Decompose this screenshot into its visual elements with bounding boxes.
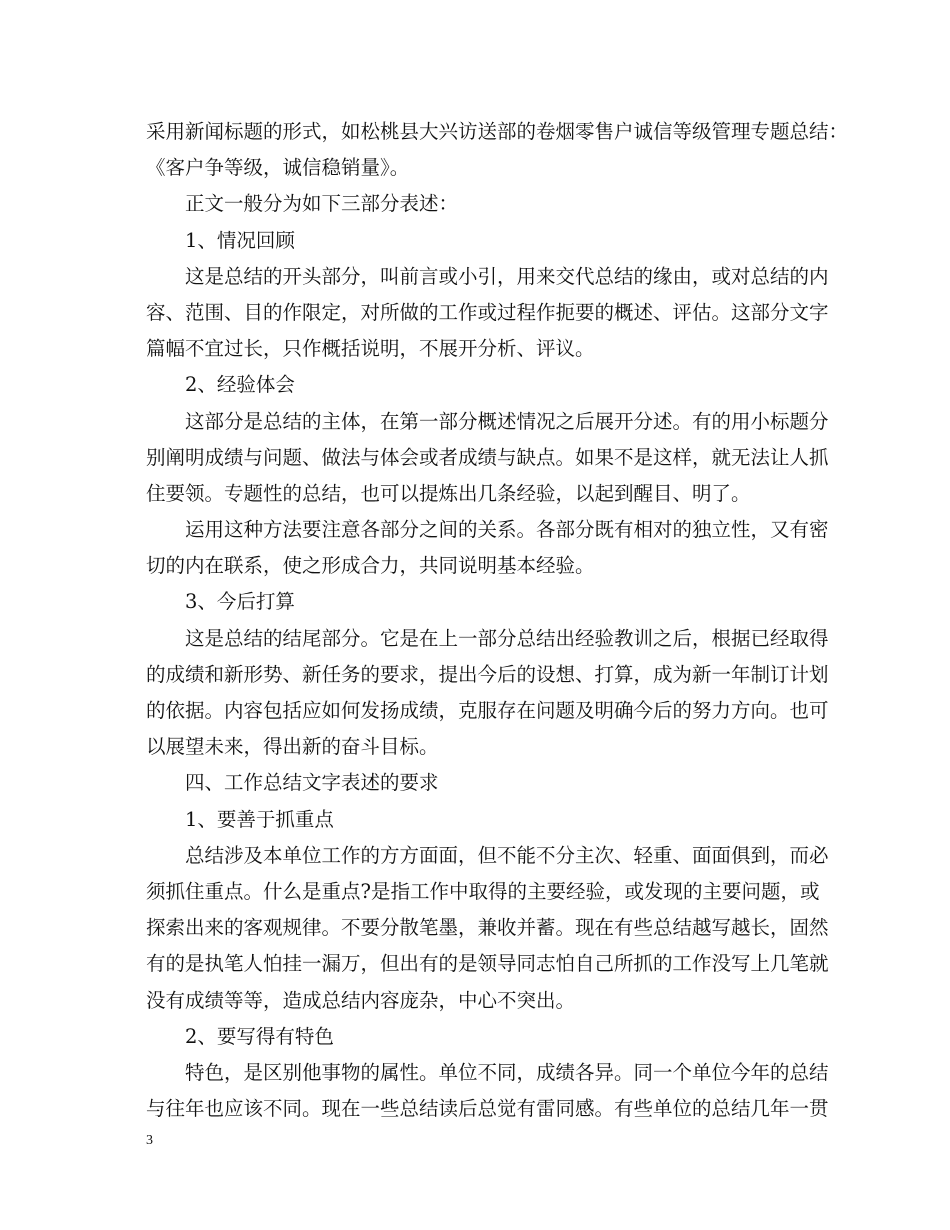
text-line-3: 正文一般分为如下三部分表述： <box>185 192 459 216</box>
text-line-18: 以展望未来，得出新的奋斗目标。 <box>146 735 439 759</box>
text-line-15: 这是总结的结尾部分。它是在上一部分总结出经验教训之后，根据已经取得 <box>185 626 829 650</box>
section-heading-2: 2、经验体会 <box>185 373 295 397</box>
text-line-6: 容、范围、目的作限定，对所做的工作或过程作扼要的概述、评估。这部分文字 <box>146 300 829 324</box>
text-line-12: 运用这种方法要注意各部分之间的关系。各部分既有相对的独立性，又有密 <box>185 518 829 542</box>
text-line-23: 探索出来的客观规律。不要分散笔墨，兼收并蓄。现在有些总结越写越长，固然 <box>146 916 829 940</box>
subsection-heading-2: 2、要写得有特色 <box>185 1024 334 1048</box>
text-line-22: 须抓住重点。什么是重点?是指工作中取得的主要经验，或发现的主要问题，或 <box>146 879 820 903</box>
section-heading-3: 3、今后打算 <box>185 590 295 614</box>
document-body <box>146 114 849 1127</box>
section-heading-1: 1、情况回顾 <box>185 228 295 252</box>
text-line-2: 《客户争等级，诚信稳销量》。 <box>146 156 410 180</box>
text-line-5: 这是总结的开头部分，叫前言或小引，用来交代总结的缘由，或对总结的内 <box>185 264 829 288</box>
text-line-17: 的依据。内容包括应如何发扬成绩，克服存在问题及明确今后的努力方向。也可 <box>146 699 829 722</box>
subsection-heading-1: 1、要善于抓重点 <box>185 807 334 831</box>
text-line-27: 特色，是区别他事物的属性。单位不同，成绩各异。同一个单位今年的总结 <box>185 1060 829 1084</box>
text-line-10: 别阐明成绩与问题、做法与体会或者成绩与缺点。如果不是这样，就无法让人抓 <box>146 445 829 469</box>
page-number: 3 <box>146 1133 153 1148</box>
text-line-24: 有的是执笔人怕挂一漏万，但出有的是领导同志怕自己所抓的工作没写上几笔就 <box>146 952 829 976</box>
text-line-7: 篇幅不宜过长，只作概括说明，不展开分析、评议。 <box>146 337 595 361</box>
text-line-16: 的成绩和新形势、新任务的要求，提出今后的设想、打算，成为新一年制订计划 <box>146 662 829 686</box>
text-line-1: 采用新闻标题的形式，如松桃县大兴访送部的卷烟零售户诚信等级管理专题总结： <box>146 120 849 143</box>
section-heading-4: 四、工作总结文字表述的要求 <box>185 771 439 795</box>
text-line-21: 总结涉及本单位工作的方方面面，但不能不分主次、轻重、面面俱到，而必 <box>185 843 829 867</box>
text-line-25: 没有成绩等等，造成总结内容庞杂，中心不突出。 <box>146 988 576 1012</box>
text-line-28: 与往年也应该不同。现在一些总结读后总觉有雷同感。有些单位的总结几年一贯 <box>146 1097 829 1121</box>
text-line-11: 住要领。专题性的总结，也可以提炼出几条经验，以起到醒目、明了。 <box>146 481 751 505</box>
text-line-9: 这部分是总结的主体，在第一部分概述情况之后展开分述。有的用小标题分 <box>185 409 829 433</box>
text-line-13: 切的内在联系，使之形成合力，共同说明基本经验。 <box>146 554 595 578</box>
